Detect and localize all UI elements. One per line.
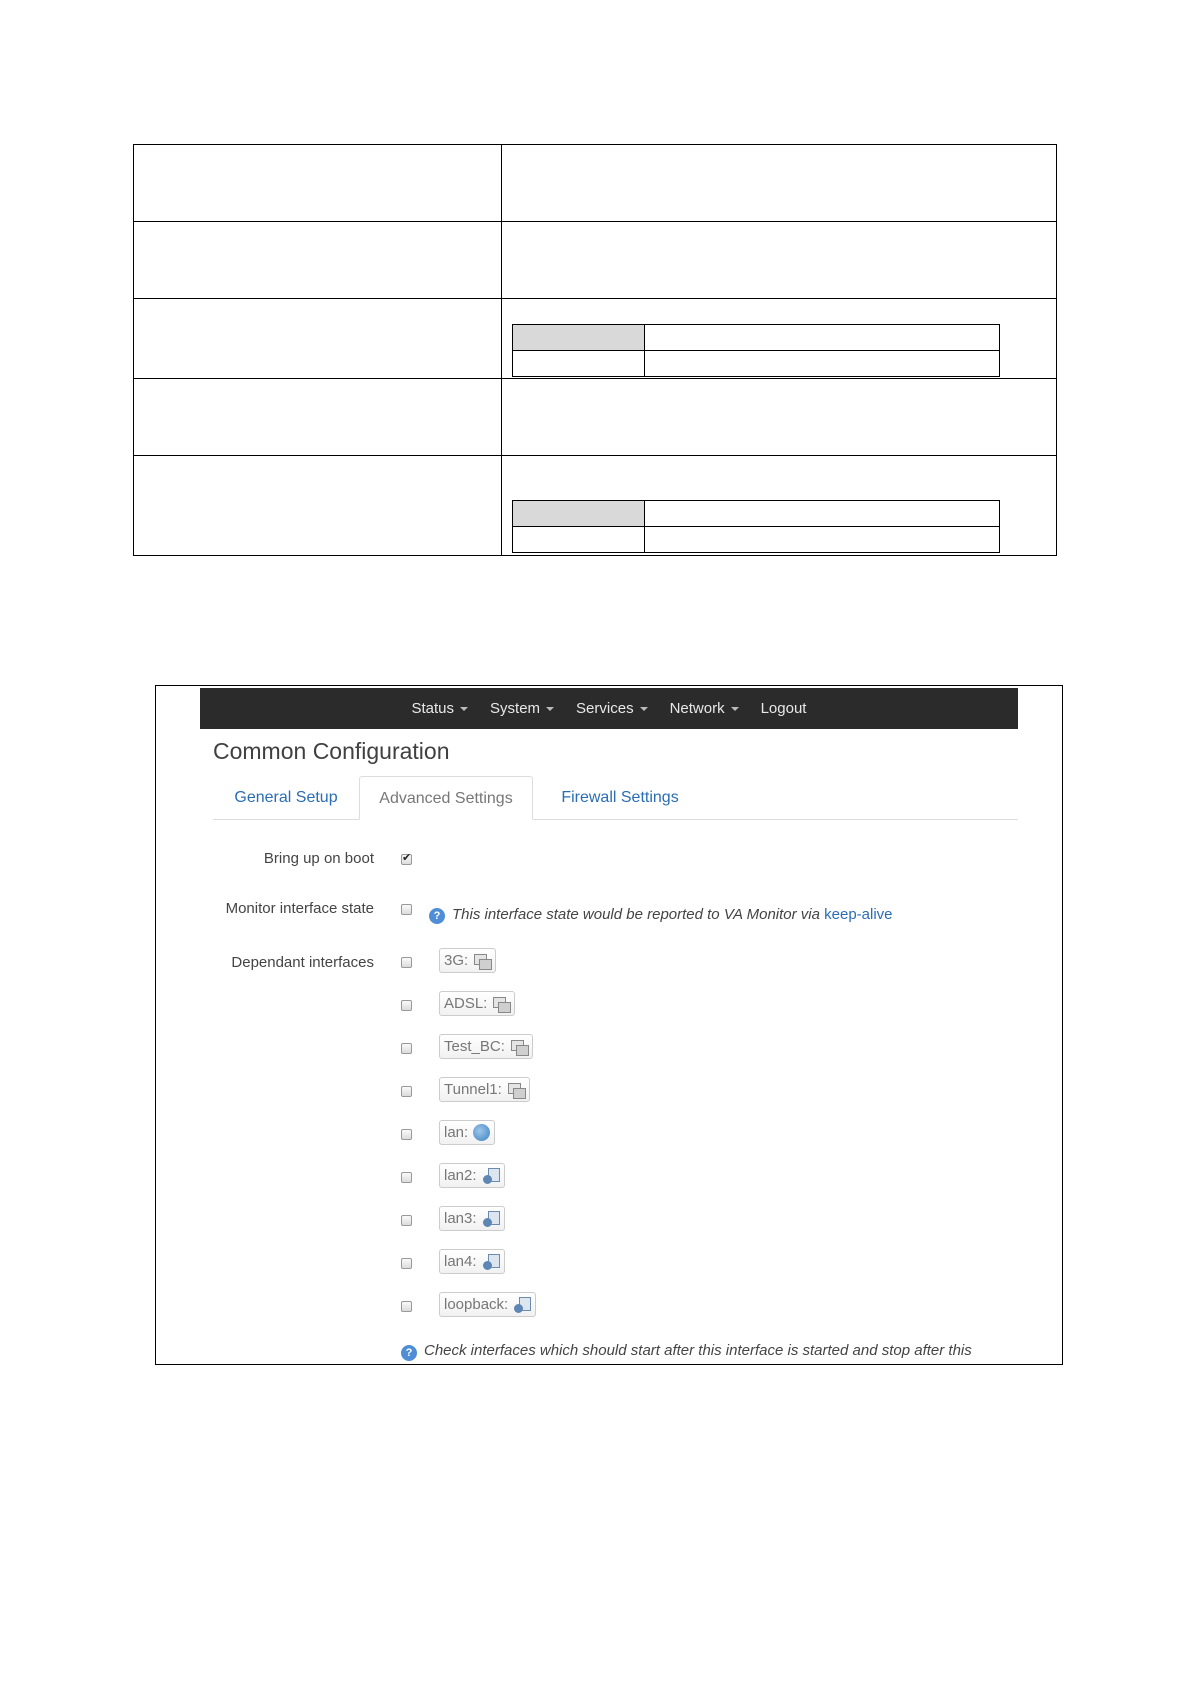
copy-icon xyxy=(510,1038,528,1056)
nav-label: Network xyxy=(669,700,725,717)
iface-badge-tunnel1 xyxy=(439,1077,530,1102)
dependant-checkbox-loopback[interactable] xyxy=(401,1301,412,1312)
table-cell xyxy=(134,299,502,379)
user-icon xyxy=(482,1167,500,1185)
iface-name: Tunnel1: xyxy=(444,1081,502,1098)
caret-down-icon xyxy=(731,707,739,711)
dependant-checkbox-lan[interactable] xyxy=(401,1129,412,1140)
tab-bar xyxy=(213,776,1018,820)
table-cell xyxy=(502,456,1057,556)
iface-badge-lan3 xyxy=(439,1206,505,1231)
globe-icon xyxy=(473,1124,490,1141)
table-cell xyxy=(502,379,1057,456)
top-navbar xyxy=(200,688,1018,729)
tab-general-setup[interactable]: General Setup xyxy=(234,789,338,806)
user-icon xyxy=(513,1296,531,1314)
tab-firewall-settings[interactable]: Firewall Settings xyxy=(561,789,679,806)
inner-cell xyxy=(645,527,1000,553)
monitor-help-text: This interface state would be reported to VA Monitor via xyxy=(452,906,825,923)
iface-badge-3g xyxy=(439,948,496,973)
screenshot-frame xyxy=(155,685,1063,1365)
nav-network[interactable] xyxy=(670,700,739,717)
inner-table xyxy=(512,500,1000,553)
monitor-help xyxy=(452,906,893,923)
copy-icon xyxy=(473,952,491,970)
table-cell xyxy=(134,456,502,556)
iface-badge-test-bc xyxy=(439,1034,533,1059)
iface-badge-lan xyxy=(439,1120,495,1145)
dependant-checkbox-lan3[interactable] xyxy=(401,1215,412,1226)
inner-cell xyxy=(513,527,645,553)
dependant-help: Check interfaces which should start after this interface is started and stop after this xyxy=(424,1342,972,1359)
inner-table xyxy=(512,324,1000,377)
table-cell xyxy=(502,145,1057,222)
dependant-label: Dependant interfaces xyxy=(231,954,374,971)
nav-label: Status xyxy=(411,700,455,717)
help-icon: ? xyxy=(429,908,445,924)
caret-down-icon xyxy=(640,707,648,711)
copy-icon xyxy=(507,1081,525,1099)
iface-name: Test_BC: xyxy=(444,1038,505,1055)
dependant-checkbox-test-bc[interactable] xyxy=(401,1043,412,1054)
table-cell xyxy=(134,145,502,222)
nav-logout[interactable] xyxy=(761,700,807,717)
iface-badge-lan4 xyxy=(439,1249,505,1274)
page-title: Common Configuration xyxy=(213,738,450,764)
inner-cell xyxy=(513,501,645,527)
bring-up-label: Bring up on boot xyxy=(263,850,374,867)
nav-label: Logout xyxy=(760,700,807,717)
table-cell xyxy=(502,299,1057,379)
user-icon xyxy=(482,1253,500,1271)
caret-down-icon xyxy=(460,707,468,711)
caret-down-icon xyxy=(546,707,554,711)
inner-cell xyxy=(645,501,1000,527)
dependant-checkbox-lan2[interactable] xyxy=(401,1172,412,1183)
nav-services[interactable] xyxy=(576,700,648,717)
doc-table xyxy=(133,144,1057,556)
copy-icon xyxy=(492,995,510,1013)
monitor-checkbox[interactable] xyxy=(401,904,412,915)
inner-cell xyxy=(513,351,645,377)
table-cell xyxy=(134,379,502,456)
nav-status[interactable] xyxy=(412,700,469,717)
iface-badge-lan2 xyxy=(439,1163,505,1188)
dependant-checkbox-adsl[interactable] xyxy=(401,1000,412,1011)
iface-name: loopback: xyxy=(444,1296,509,1313)
iface-badge-loopback xyxy=(439,1292,536,1317)
inner-cell xyxy=(645,351,1000,377)
user-icon xyxy=(482,1210,500,1228)
iface-name: lan: xyxy=(444,1124,469,1141)
bring-up-checkbox[interactable] xyxy=(401,854,412,865)
iface-name: lan4: xyxy=(444,1253,477,1270)
tab-advanced-settings[interactable]: Advanced Settings xyxy=(359,776,533,820)
iface-name: ADSL: xyxy=(444,995,488,1012)
dependant-checkbox-lan4[interactable] xyxy=(401,1258,412,1269)
iface-name: 3G: xyxy=(444,952,469,969)
iface-name: lan3: xyxy=(444,1210,477,1227)
dependant-checkbox-tunnel1[interactable] xyxy=(401,1086,412,1097)
iface-badge-adsl xyxy=(439,991,515,1016)
monitor-label: Monitor interface state xyxy=(225,900,374,917)
dependant-checkbox-3g[interactable] xyxy=(401,957,412,968)
table-cell xyxy=(502,222,1057,299)
help-icon: ? xyxy=(401,1345,417,1361)
table-cell xyxy=(134,222,502,299)
keep-alive-link[interactable]: keep-alive xyxy=(824,906,893,923)
nav-label: System xyxy=(490,700,541,717)
inner-cell xyxy=(645,325,1000,351)
nav-system[interactable] xyxy=(490,700,554,717)
inner-cell xyxy=(513,325,645,351)
nav-label: Services xyxy=(576,700,634,717)
iface-name: lan2: xyxy=(444,1167,477,1184)
